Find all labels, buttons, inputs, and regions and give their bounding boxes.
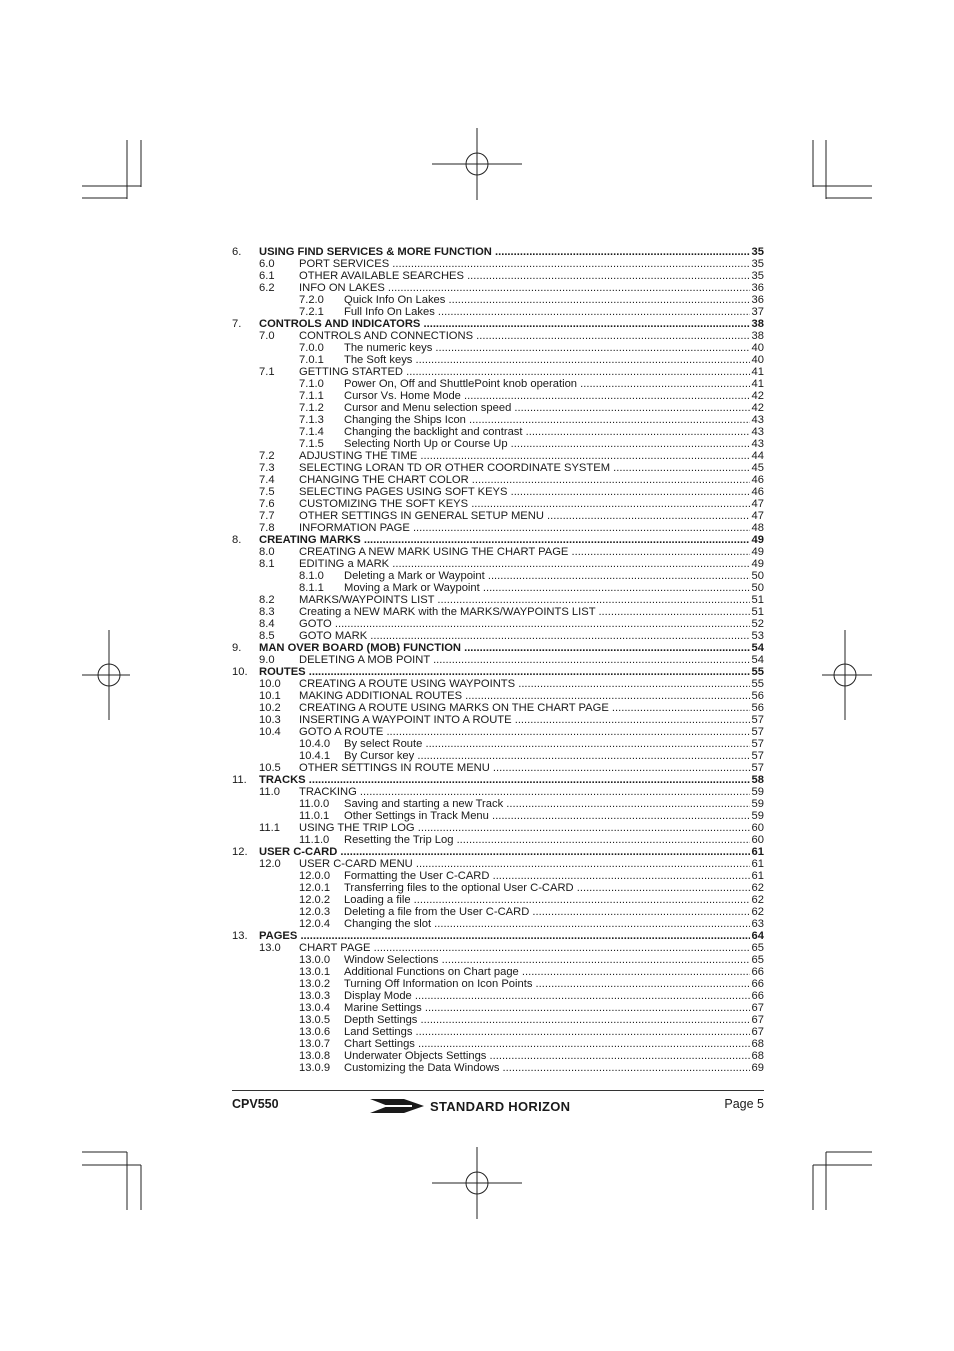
toc-entry-page: 49 — [751, 558, 764, 570]
toc-entry-number: 9.0 — [259, 654, 275, 666]
toc-entry-page: 56 — [751, 690, 764, 702]
toc-entry-number: 8.5 — [259, 630, 275, 642]
toc-entry — [232, 270, 764, 282]
toc-entry-title: Underwater Objects Settings ..... — [344, 1050, 750, 1062]
toc-entry — [232, 1014, 764, 1026]
toc-entry-title: ROUTES ..... — [259, 666, 750, 678]
toc-entry-page: 57 — [751, 750, 764, 762]
toc-entry — [232, 306, 764, 318]
table-of-contents — [232, 246, 764, 1074]
toc-entry-page: 35 — [751, 270, 764, 282]
toc-entry — [232, 642, 764, 654]
toc-entry — [232, 402, 764, 414]
footer-page-number: Page 5 — [724, 1097, 764, 1111]
toc-entry — [232, 702, 764, 714]
toc-entry-page: 69 — [751, 1062, 764, 1074]
toc-entry-title: CREATING MARKS ..... — [259, 534, 750, 546]
toc-entry-number: 13.0.1 — [299, 966, 331, 978]
toc-entry-number: 6. — [232, 246, 242, 258]
toc-entry-title: Marine Settings ..... — [344, 1002, 750, 1014]
toc-entry-page: 40 — [751, 354, 764, 366]
toc-entry-title: CREATING A ROUTE USING MARKS ON THE CHART PAGE ..... — [299, 702, 750, 714]
toc-entry — [232, 846, 764, 858]
toc-entry-page: 40 — [751, 342, 764, 354]
standard-horizon-logo-icon — [368, 1097, 426, 1115]
toc-entry-title: By Cursor key ..... — [344, 750, 750, 762]
toc-entry — [232, 966, 764, 978]
toc-entry-page: 49 — [751, 534, 764, 546]
toc-entry-number: 7.2.0 — [299, 294, 324, 306]
toc-entry-title: Loading a file ..... — [344, 894, 750, 906]
toc-entry-number: 7.1.2 — [299, 402, 324, 414]
toc-entry-page: 49 — [751, 546, 764, 558]
toc-entry-number: 13.0 — [259, 942, 281, 954]
toc-entry — [232, 462, 764, 474]
toc-entry-number: 10.4.1 — [299, 750, 331, 762]
toc-entry-number: 10.3 — [259, 714, 281, 726]
toc-entry-title: EDITING a MARK ..... — [299, 558, 750, 570]
toc-entry-number: 13.0.7 — [299, 1038, 331, 1050]
toc-entry-title: GETTING STARTED ..... — [299, 366, 750, 378]
toc-entry-page: 42 — [751, 402, 764, 414]
toc-entry-title: CONTROLS AND INDICATORS ..... — [259, 318, 750, 330]
toc-entry-page: 57 — [751, 714, 764, 726]
toc-entry-number: 13.0.8 — [299, 1050, 331, 1062]
toc-entry-title: MAKING ADDITIONAL ROUTES ..... — [299, 690, 750, 702]
toc-entry-number: 9. — [232, 642, 242, 654]
toc-entry-title: Power On, Off and ShuttlePoint knob operation ..... — [344, 378, 750, 390]
toc-entry-title: OTHER SETTINGS IN ROUTE MENU ..... — [299, 762, 750, 774]
toc-entry-page: 60 — [751, 822, 764, 834]
toc-entry-title: The Soft keys ..... — [344, 354, 750, 366]
toc-entry — [232, 534, 764, 546]
toc-entry-page: 59 — [751, 786, 764, 798]
toc-entry-page: 41 — [751, 378, 764, 390]
toc-entry-page: 68 — [751, 1038, 764, 1050]
toc-entry-number: 10.0 — [259, 678, 281, 690]
toc-entry — [232, 834, 764, 846]
toc-entry-page: 51 — [751, 606, 764, 618]
toc-entry-title: CONTROLS AND CONNECTIONS ..... — [299, 330, 750, 342]
toc-entry-title: USING THE TRIP LOG ..... — [299, 822, 750, 834]
toc-entry-page: 66 — [751, 966, 764, 978]
toc-entry-title: GOTO MARK ..... — [299, 630, 750, 642]
toc-entry-title: Transferring files to the optional User C-CARD ..... — [344, 882, 750, 894]
toc-entry-number: 10.5 — [259, 762, 281, 774]
toc-entry-title: USER C-CARD MENU ..... — [299, 858, 750, 870]
toc-entry-number: 7.8 — [259, 522, 275, 534]
toc-entry-title: Window Selections ..... — [344, 954, 750, 966]
toc-entry — [232, 858, 764, 870]
toc-entry — [232, 474, 764, 486]
toc-entry — [232, 426, 764, 438]
toc-entry-title: By select Route ..... — [344, 738, 750, 750]
toc-entry-number: 13.0.2 — [299, 978, 331, 990]
toc-entry-number: 12.0.2 — [299, 894, 331, 906]
toc-entry-number: 13.0.6 — [299, 1026, 331, 1038]
toc-entry — [232, 570, 764, 582]
toc-entry-title: CREATING A NEW MARK USING THE CHART PAGE ..... — [299, 546, 750, 558]
toc-entry-title: PAGES ..... — [259, 930, 750, 942]
toc-entry-title: USER C-CARD ..... — [259, 846, 750, 858]
toc-entry-number: 12.0.0 — [299, 870, 331, 882]
toc-entry-number: 11.0 — [259, 786, 280, 798]
toc-entry-page: 42 — [751, 390, 764, 402]
toc-entry-number: 7.4 — [259, 474, 275, 486]
toc-entry — [232, 558, 764, 570]
toc-entry-title: Full Info On Lakes ..... — [344, 306, 750, 318]
toc-entry — [232, 1026, 764, 1038]
toc-entry — [232, 522, 764, 534]
toc-entry-title: INSERTING A WAYPOINT INTO A ROUTE ..... — [299, 714, 750, 726]
toc-entry — [232, 822, 764, 834]
toc-entry-number: 7.6 — [259, 498, 275, 510]
toc-entry-page: 67 — [751, 1014, 764, 1026]
toc-entry-page: 47 — [751, 510, 764, 522]
toc-entry-page: 43 — [751, 414, 764, 426]
toc-entry — [232, 618, 764, 630]
footer-model: CPV550 — [232, 1097, 279, 1111]
toc-entry-title: Cursor and Menu selection speed ..... — [344, 402, 750, 414]
toc-entry-number: 7.1.1 — [299, 390, 324, 402]
toc-entry-title: OTHER SETTINGS IN GENERAL SETUP MENU ..... — [299, 510, 750, 522]
toc-entry-title: Additional Functions on Chart page ..... — [344, 966, 750, 978]
toc-entry — [232, 954, 764, 966]
toc-entry — [232, 318, 764, 330]
toc-entry — [232, 870, 764, 882]
toc-entry-page: 46 — [751, 474, 764, 486]
toc-entry-title: PORT SERVICES ..... — [299, 258, 750, 270]
toc-entry-page: 48 — [751, 522, 764, 534]
toc-entry — [232, 450, 764, 462]
toc-entry-number: 13.0.9 — [299, 1062, 331, 1074]
toc-entry-number: 8. — [232, 534, 242, 546]
toc-entry-page: 50 — [751, 570, 764, 582]
toc-entry-number: 11.1 — [259, 822, 280, 834]
toc-entry-title: TRACKS ..... — [259, 774, 750, 786]
toc-entry — [232, 690, 764, 702]
toc-entry-title: Cursor Vs. Home Mode ..... — [344, 390, 750, 402]
toc-entry-number: 7.0.0 — [299, 342, 324, 354]
toc-entry-title: Deleting a Mark or Waypoint ..... — [344, 570, 750, 582]
toc-entry — [232, 726, 764, 738]
toc-entry-page: 58 — [751, 774, 764, 786]
toc-entry-page: 52 — [751, 618, 764, 630]
toc-entry — [232, 894, 764, 906]
toc-entry-number: 7.1.3 — [299, 414, 324, 426]
toc-entry-page: 55 — [751, 678, 764, 690]
toc-entry-title: OTHER AVAILABLE SEARCHES ..... — [299, 270, 750, 282]
toc-entry-page: 53 — [751, 630, 764, 642]
toc-entry-page: 65 — [751, 954, 764, 966]
toc-entry-title: Saving and starting a new Track ..... — [344, 798, 750, 810]
toc-entry-number: 6.2 — [259, 282, 275, 294]
toc-entry-page: 63 — [751, 918, 764, 930]
toc-entry-page: 44 — [751, 450, 764, 462]
toc-entry — [232, 942, 764, 954]
toc-entry-title: Changing the backlight and contrast ..... — [344, 426, 750, 438]
toc-entry-page: 35 — [751, 258, 764, 270]
toc-entry-page: 65 — [751, 942, 764, 954]
toc-entry — [232, 246, 764, 258]
toc-entry-number: 7.1.0 — [299, 378, 324, 390]
toc-entry-page: 43 — [751, 438, 764, 450]
toc-entry-page: 59 — [751, 798, 764, 810]
toc-entry — [232, 774, 764, 786]
toc-entry-number: 8.2 — [259, 594, 275, 606]
footer-divider — [232, 1090, 764, 1091]
toc-entry-title: MARKS/WAYPOINTS LIST ..... — [299, 594, 750, 606]
toc-entry-page: 43 — [751, 426, 764, 438]
toc-entry-title: USING FIND SERVICES & MORE FUNCTION ..... — [259, 246, 750, 258]
toc-entry-number: 11.0.1 — [299, 810, 330, 822]
toc-entry-title: ADJUSTING THE TIME ..... — [299, 450, 750, 462]
toc-entry-number: 10. — [232, 666, 248, 678]
toc-entry-number: 10.1 — [259, 690, 281, 702]
toc-entry — [232, 546, 764, 558]
toc-entry-title: MAN OVER BOARD (MOB) FUNCTION ..... — [259, 642, 750, 654]
toc-entry-page: 68 — [751, 1050, 764, 1062]
toc-entry-page: 46 — [751, 486, 764, 498]
toc-entry — [232, 294, 764, 306]
toc-entry-number: 7.1.5 — [299, 438, 324, 450]
toc-entry — [232, 750, 764, 762]
toc-entry — [232, 378, 764, 390]
toc-entry-page: 54 — [751, 642, 764, 654]
toc-entry — [232, 366, 764, 378]
toc-entry-title: Moving a Mark or Waypoint ..... — [344, 582, 750, 594]
toc-entry-page: 50 — [751, 582, 764, 594]
toc-entry-page: 36 — [751, 282, 764, 294]
toc-entry-title: Changing the Ships Icon ..... — [344, 414, 750, 426]
toc-entry-number: 10.4 — [259, 726, 281, 738]
toc-entry — [232, 786, 764, 798]
toc-entry-number: 7.2 — [259, 450, 275, 462]
toc-entry-page: 57 — [751, 738, 764, 750]
toc-entry — [232, 414, 764, 426]
toc-entry-page: 66 — [751, 990, 764, 1002]
toc-entry-page: 56 — [751, 702, 764, 714]
toc-entry-number: 12.0.4 — [299, 918, 331, 930]
toc-entry-number: 13.0.3 — [299, 990, 331, 1002]
toc-entry-number: 7.3 — [259, 462, 275, 474]
toc-entry-number: 8.1.1 — [299, 582, 324, 594]
toc-entry-number: 7.7 — [259, 510, 275, 522]
toc-entry — [232, 714, 764, 726]
toc-entry — [232, 978, 764, 990]
toc-entry-title: Turning Off Information on Icon Points ..... — [344, 978, 750, 990]
toc-entry — [232, 666, 764, 678]
brand-name: STANDARD HORIZON — [430, 1098, 571, 1114]
toc-entry-title: Land Settings ..... — [344, 1026, 750, 1038]
toc-entry-number: 12.0.1 — [299, 882, 331, 894]
toc-entry-number: 7.1.4 — [299, 426, 324, 438]
toc-entry-title: Customizing the Data Windows ..... — [344, 1062, 750, 1074]
toc-entry-number: 7.0 — [259, 330, 275, 342]
toc-entry-page: 45 — [751, 462, 764, 474]
toc-entry-page: 57 — [751, 762, 764, 774]
toc-entry-number: 13.0.5 — [299, 1014, 331, 1026]
toc-entry-page: 62 — [751, 882, 764, 894]
toc-entry-title: INFORMATION PAGE ..... — [299, 522, 750, 534]
toc-entry-title: Display Mode ..... — [344, 990, 750, 1002]
toc-entry — [232, 678, 764, 690]
toc-entry-page: 35 — [751, 246, 764, 258]
toc-entry-page: 38 — [751, 318, 764, 330]
toc-entry-title: Quick Info On Lakes ..... — [344, 294, 750, 306]
toc-entry — [232, 390, 764, 402]
toc-entry-page: 41 — [751, 366, 764, 378]
toc-entry — [232, 1002, 764, 1014]
toc-entry — [232, 882, 764, 894]
toc-entry-title: Changing the slot ..... — [344, 918, 750, 930]
toc-entry — [232, 282, 764, 294]
brand-logo — [368, 1096, 570, 1116]
toc-entry — [232, 762, 764, 774]
toc-entry-number: 7. — [232, 318, 242, 330]
toc-entry-number: 8.0 — [259, 546, 275, 558]
toc-entry-number: 12.0.3 — [299, 906, 331, 918]
toc-entry-page: 59 — [751, 810, 764, 822]
toc-entry-page: 64 — [751, 930, 764, 942]
toc-entry — [232, 330, 764, 342]
toc-entry-title: Creating a NEW MARK with the MARKS/WAYPOINTS LIST ..... — [299, 606, 750, 618]
toc-entry — [232, 342, 764, 354]
toc-entry — [232, 258, 764, 270]
toc-entry-title: Formatting the User C-CARD ..... — [344, 870, 750, 882]
toc-entry — [232, 1050, 764, 1062]
toc-entry-title: TRACKING ..... — [299, 786, 750, 798]
toc-entry-title: Deleting a file from the User C-CARD ..... — [344, 906, 750, 918]
toc-entry — [232, 498, 764, 510]
toc-entry — [232, 510, 764, 522]
toc-entry — [232, 738, 764, 750]
toc-entry — [232, 918, 764, 930]
toc-entry-number: 8.1.0 — [299, 570, 324, 582]
toc-entry — [232, 654, 764, 666]
toc-entry-title: The numeric keys ..... — [344, 342, 750, 354]
toc-entry-title: SELECTING PAGES USING SOFT KEYS ..... — [299, 486, 750, 498]
toc-entry-number: 10.4.0 — [299, 738, 331, 750]
toc-entry-number: 7.5 — [259, 486, 275, 498]
toc-entry-number: 8.1 — [259, 558, 275, 570]
toc-entry — [232, 582, 764, 594]
toc-entry-title: INFO ON LAKES ..... — [299, 282, 750, 294]
toc-entry-number: 13.0.4 — [299, 1002, 331, 1014]
toc-entry-number: 13.0.0 — [299, 954, 331, 966]
toc-entry-number: 6.1 — [259, 270, 275, 282]
toc-entry — [232, 594, 764, 606]
toc-entry-number: 10.2 — [259, 702, 281, 714]
toc-entry — [232, 486, 764, 498]
toc-entry-title: SELECTING LORAN TD OR OTHER COORDINATE SYSTEM ..... — [299, 462, 750, 474]
toc-entry-number: 11. — [232, 774, 247, 786]
toc-entry-title: Depth Settings ..... — [344, 1014, 750, 1026]
toc-entry — [232, 990, 764, 1002]
toc-entry-page: 54 — [751, 654, 764, 666]
toc-entry-title: Resetting the Trip Log ..... — [344, 834, 750, 846]
toc-entry-number: 11.0.0 — [299, 798, 330, 810]
toc-entry-page: 61 — [751, 870, 764, 882]
toc-entry-page: 37 — [751, 306, 764, 318]
toc-entry-page: 57 — [751, 726, 764, 738]
toc-entry — [232, 438, 764, 450]
toc-entry — [232, 810, 764, 822]
toc-entry-number: 13. — [232, 930, 248, 942]
toc-entry-number: 11.1.0 — [299, 834, 330, 846]
toc-entry-title: Other Settings in Track Menu ..... — [344, 810, 750, 822]
toc-entry-page: 67 — [751, 1002, 764, 1014]
toc-entry-number: 7.0.1 — [299, 354, 324, 366]
toc-entry — [232, 798, 764, 810]
toc-entry-page: 55 — [751, 666, 764, 678]
toc-entry-page: 36 — [751, 294, 764, 306]
toc-entry-page: 62 — [751, 906, 764, 918]
toc-entry — [232, 930, 764, 942]
toc-entry-title: Selecting North Up or Course Up ..... — [344, 438, 750, 450]
toc-entry-page: 38 — [751, 330, 764, 342]
toc-entry-number: 7.2.1 — [299, 306, 324, 318]
toc-entry-title: DELETING A MOB POINT ..... — [299, 654, 750, 666]
toc-entry-page: 62 — [751, 894, 764, 906]
toc-entry — [232, 1062, 764, 1074]
toc-entry-number: 8.3 — [259, 606, 275, 618]
toc-entry-page: 60 — [751, 834, 764, 846]
toc-entry-title: CUSTOMIZING THE SOFT KEYS ..... — [299, 498, 750, 510]
toc-entry — [232, 630, 764, 642]
toc-entry-number: 12.0 — [259, 858, 281, 870]
toc-entry-number: 12. — [232, 846, 248, 858]
toc-entry-number: 7.1 — [259, 366, 275, 378]
toc-entry — [232, 354, 764, 366]
toc-entry-title: CHANGING THE CHART COLOR ..... — [299, 474, 750, 486]
toc-entry-title: GOTO A ROUTE ..... — [299, 726, 750, 738]
toc-entry-number: 6.0 — [259, 258, 275, 270]
toc-entry-title: CREATING A ROUTE USING WAYPOINTS ..... — [299, 678, 750, 690]
toc-entry-page: 66 — [751, 978, 764, 990]
toc-entry-page: 47 — [751, 498, 764, 510]
toc-entry-page: 67 — [751, 1026, 764, 1038]
toc-entry — [232, 906, 764, 918]
toc-entry-title: GOTO ..... — [299, 618, 750, 630]
toc-entry-number: 8.4 — [259, 618, 275, 630]
toc-entry-page: 61 — [751, 858, 764, 870]
toc-entry-page: 51 — [751, 594, 764, 606]
toc-entry — [232, 1038, 764, 1050]
toc-entry-title: Chart Settings ..... — [344, 1038, 750, 1050]
toc-entry-title: CHART PAGE ..... — [299, 942, 750, 954]
toc-entry-page: 61 — [751, 846, 764, 858]
toc-entry — [232, 606, 764, 618]
